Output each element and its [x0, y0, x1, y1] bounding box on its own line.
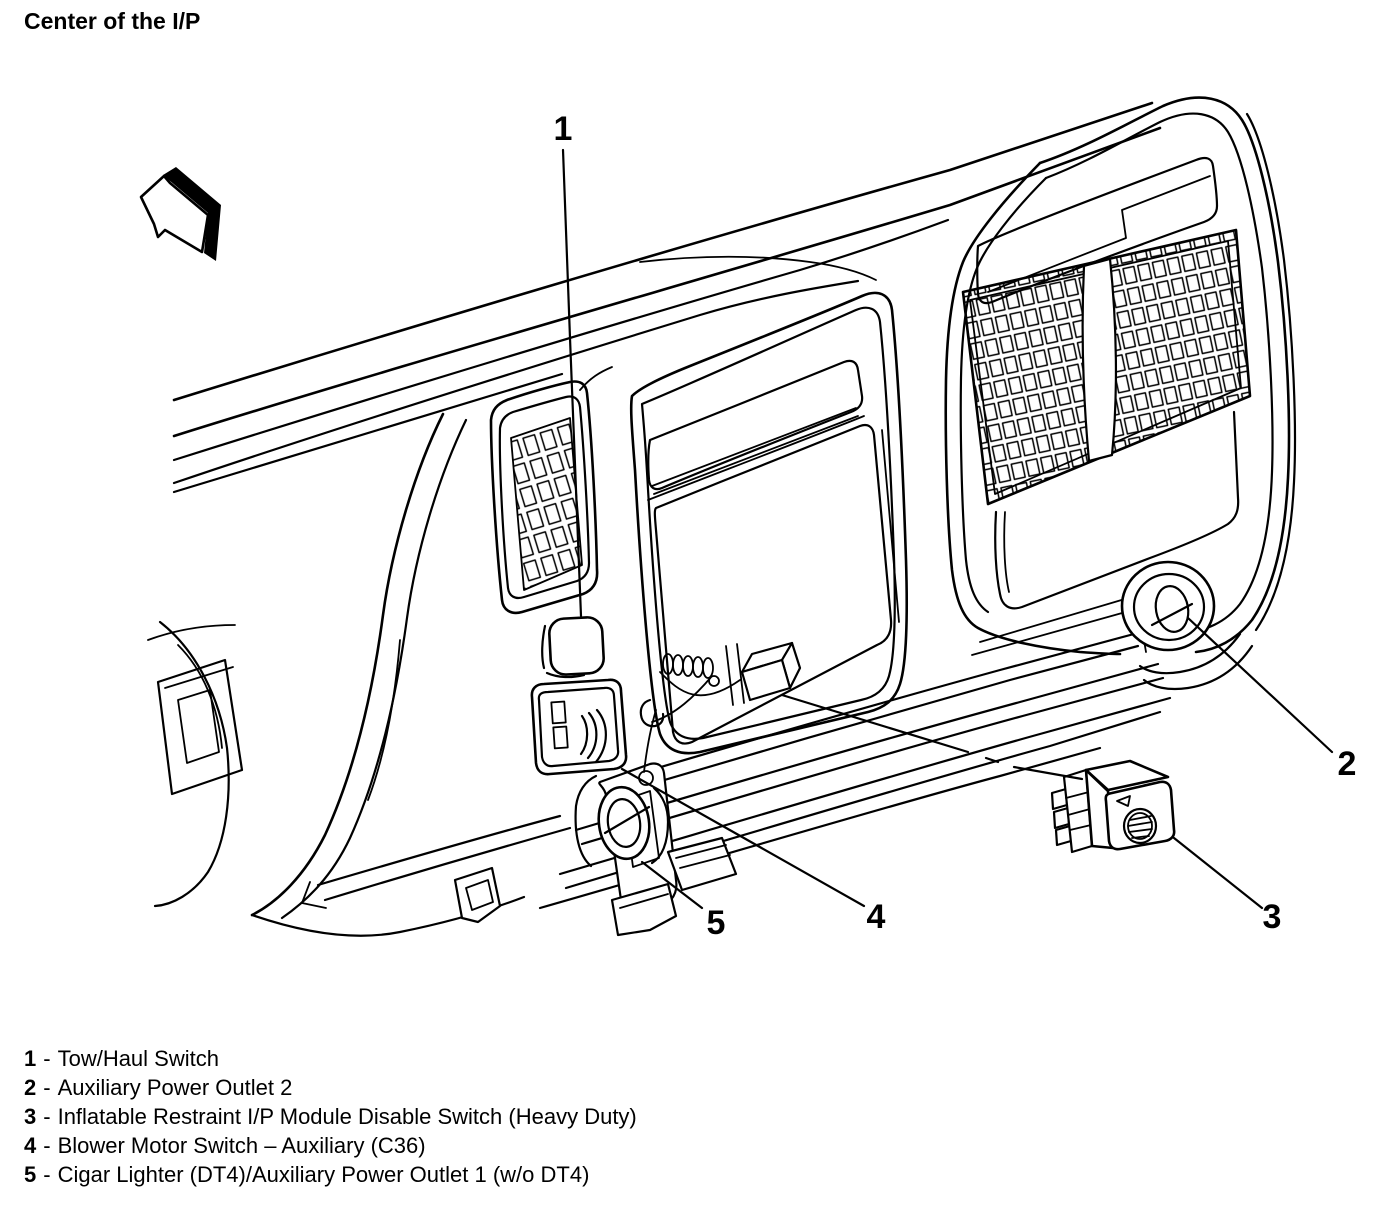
- callout-2: 2: [1337, 745, 1357, 783]
- disable-switch-module: [1052, 761, 1174, 852]
- callout-5: 5: [706, 904, 726, 942]
- aux-power-outlet-2: [1122, 562, 1214, 650]
- legend-label: Cigar Lighter (DT4)/Auxiliary Power Outlet 1 (w/o DT4): [57, 1162, 590, 1187]
- legend-label: Inflatable Restraint I/P Module Disable Switch (Heavy Duty): [57, 1104, 637, 1129]
- left-vent: [491, 381, 597, 612]
- page-title: Center of the I/P: [24, 8, 201, 34]
- blower-motor-switch: [532, 680, 626, 774]
- callout-3: 3: [1262, 898, 1282, 936]
- leader-3: [1174, 838, 1262, 908]
- right-vent-grille: [963, 230, 1250, 504]
- callout-4: 4: [866, 898, 886, 936]
- legend: [24, 1044, 637, 1189]
- callout-1: 1: [553, 110, 573, 148]
- legend-label: Blower Motor Switch – Auxiliary (C36): [57, 1133, 426, 1158]
- lower-brackets: [302, 763, 736, 935]
- tow-haul-switch: [542, 617, 604, 677]
- legend-item-5: 5 - Cigar Lighter (DT4)/Auxiliary Power Outlet 1 (w/o DT4): [24, 1162, 590, 1187]
- radio-opening-lower: [648, 416, 899, 744]
- legend-label: Tow/Haul Switch: [57, 1046, 219, 1071]
- legend-item-2: 2 - Auxiliary Power Outlet 2: [24, 1075, 293, 1100]
- legend-item-1: 1 - Tow/Haul Switch: [24, 1046, 219, 1071]
- connector-c36: [742, 643, 800, 700]
- left-vent-louvers: [511, 418, 582, 590]
- radio-opening-upper: [648, 361, 862, 494]
- legend-label: Auxiliary Power Outlet 2: [57, 1075, 293, 1100]
- direction-arrow-icon: [141, 167, 221, 261]
- legend-item-3: 3 - Inflatable Restraint I/P Module Disable Switch (Heavy Duty): [24, 1104, 637, 1129]
- leader-2: [1188, 618, 1332, 752]
- legend-item-4: 4 - Blower Motor Switch – Auxiliary (C36): [24, 1133, 426, 1158]
